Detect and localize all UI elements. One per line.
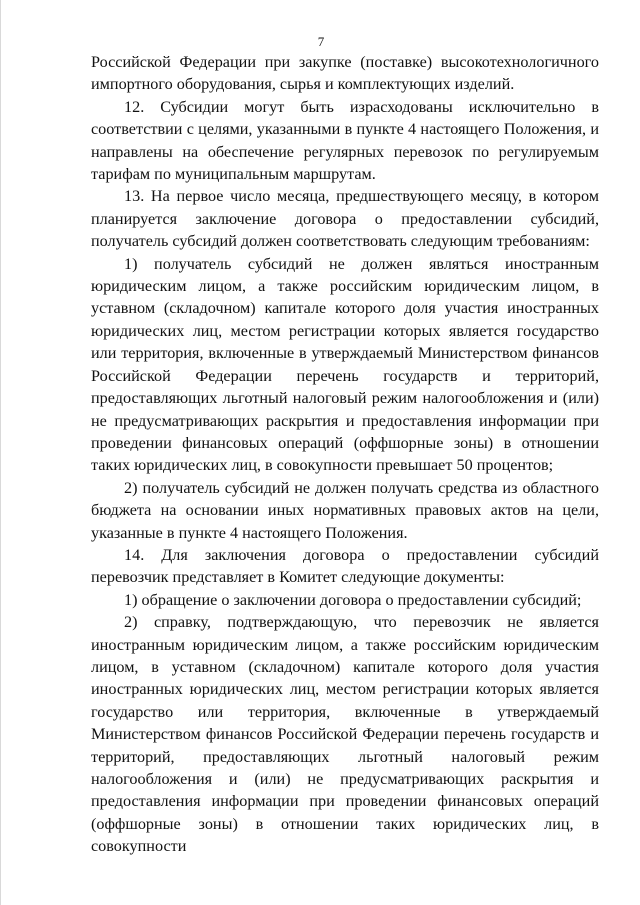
paragraph-continuation: Российской Федерации при закупке (поставке) высокотехнологичного импортного оборудования, сырья и комплектующих изделий. [91, 53, 599, 94]
paragraph-14-item-1: 1) обращение о заключении договора о предоставлении субсидий; [124, 590, 582, 609]
paragraph-13-item-2: 2) получатель субсидий не должен получать средства из областного бюджета на основании иных нормативных правовых актов на цели, указанные в пункте 4 настоящего Положения. [91, 478, 599, 542]
document-body [91, 51, 599, 858]
paragraph-13-item-1: 1) получатель субсидий не должен являться иностранным юридическим лицом, а также российским юридическим лицом, в уставном (складочном) капитале которого доля участия иностранных юридических лиц, местом регистрации которых является государство или территория, включенные в утверждаемый Министерством финансов Российской Федерации перечень государств и территорий, предоставляющих льготный налоговый режим налогообложения и (или) не предусматривающих раскрытия и предоставления информации при проведении финансовых операций (оффшорные зоны) в отношении таких юридических лиц, в совокупности превышает 50 процентов; [91, 254, 599, 475]
page-number: 7 [317, 34, 325, 49]
paragraph-12: 12. Субсидии могут быть израсходованы исключительно в соответствии с целями, указанными в пункте 4 настоящего Положения, и направлены на обеспечение регулярных перевозок по регулируемым тарифам по муниципальным маршрутам. [91, 97, 599, 184]
paragraph-13: 13. На первое число месяца, предшествующего месяцу, в котором планируется заключение договора о предоставлении субсидий, получатель субсидий должен соответствовать следующим требованиям: [91, 187, 599, 251]
paragraph-14: 14. Для заключения договора о предоставлении субсидий перевозчик представляет в Комитет следующие документы: [91, 545, 599, 587]
paragraph-14-item-2: 2) справку, подтверждающую, что перевозчик не является иностранным юридическим лицом, а также российским юридическим лицом, в уставном (складочном) капитале которого доля участия иностранных юридических лиц, местом регистрации которых является государство или территория, включенные в утверждаемый Министерством финансов Российской Федерации перечень государств и территорий, предоставляющих льготный налоговый режим налогообложения и (или) не предусматривающих раскрытия и предоставления информации при проведении финансовых операций (оффшорные зоны) в отношении таких юридических лиц, в совокупности [91, 613, 599, 856]
